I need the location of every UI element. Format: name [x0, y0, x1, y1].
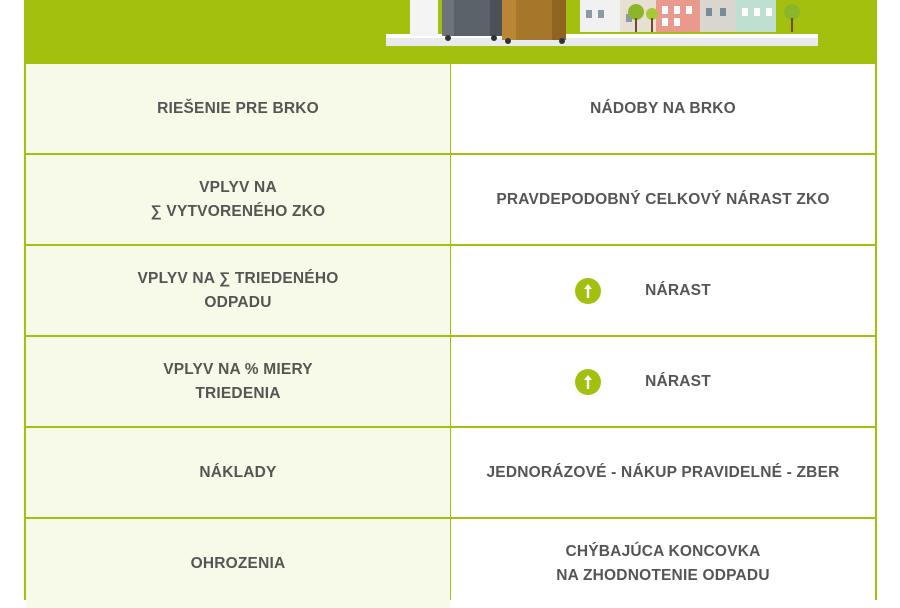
- row-value-cell: [451, 64, 875, 153]
- row-label: ∑ VYTVORENÉHO ZKO: [150, 202, 326, 220]
- arrow-up-icon: [575, 369, 601, 395]
- row-label: ODPADU: [204, 293, 272, 311]
- row-label-cell: [26, 519, 450, 608]
- row-value-cell: [451, 519, 875, 608]
- row-value-cell: [451, 428, 875, 517]
- row-label: VPLYV NA ∑ TRIEDENÉHO: [137, 269, 339, 287]
- row-value-cell: [451, 155, 875, 244]
- row-label: VPLYV NA: [199, 178, 277, 196]
- row-value: NÁRAST: [645, 372, 711, 390]
- row-value: JEDNORÁZOVÉ - NÁKUP PRAVIDELNÉ - ZBER: [486, 463, 840, 481]
- row-value: NÁDOBY NA BRKO: [590, 99, 736, 117]
- arrow-up-icon: [575, 278, 601, 304]
- waste-bins-and-houses-illustration: [24, 0, 877, 63]
- row-label: OHROZENIA: [190, 554, 286, 572]
- row-label-cell: [26, 428, 450, 517]
- row-value: PRAVDEPODOBNÝ CELKOVÝ NÁRAST ZKO: [496, 190, 830, 208]
- row-label-cell: [26, 155, 450, 244]
- row-value: NÁRAST: [645, 281, 711, 299]
- comparison-table: [26, 64, 875, 608]
- header-illustration: [24, 0, 877, 63]
- row-label: NÁKLADY: [199, 463, 277, 481]
- row-label-cell: [26, 64, 450, 153]
- row-label: VPLYV NA % MIERY: [163, 360, 313, 378]
- row-label: RIEŠENIE PRE BRKO: [157, 99, 319, 117]
- row-value: CHÝBAJÚCA KONCOVKA: [565, 542, 761, 560]
- row-value-cell: [451, 246, 875, 335]
- row-value-cell: [451, 337, 875, 426]
- row-value: NA ZHODNOTENIE ODPADU: [556, 566, 770, 584]
- infographic-frame: [24, 0, 877, 600]
- row-label-cell: [26, 337, 450, 426]
- row-label: TRIEDENIA: [195, 384, 281, 402]
- row-label-cell: [26, 246, 450, 335]
